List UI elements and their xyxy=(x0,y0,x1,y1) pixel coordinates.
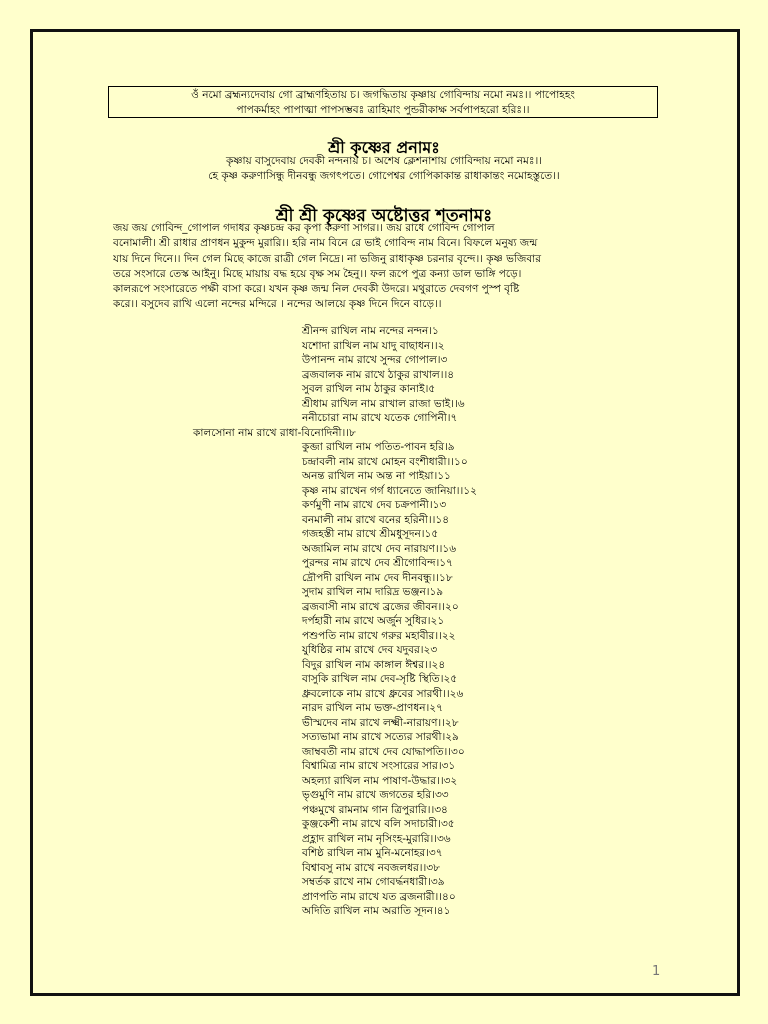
prayer-line-2: পাপকর্মাহং পাপাত্মা পাপসম্ভবঃ ত্রাহিমাং পুন্ডরীকাক্ষ সর্বপাপহরো হরিঃ।। xyxy=(236,104,530,116)
name-line: দ্রৌপদী রাখিল নাম দেব দীনবন্ধু।।১৮ xyxy=(302,571,453,584)
name-line: কৃষ্ণ নাম রাখেন গর্গ ধ্যানেতে জানিয়া।।১২ xyxy=(302,484,477,497)
name-line: ধ্রুবলোকে নাম রাখে ধ্রুবের সারথী।।২৬ xyxy=(302,687,464,700)
name-line: পশুপতি নাম রাখে গরুর মহাবীর।।২২ xyxy=(302,629,456,642)
name-line: সম্বর্তক রাখে নাম গোবর্দ্ধনধারী।৩৯ xyxy=(302,876,445,888)
name-line: শ্রীনন্দ রাখিল নাম নন্দের নন্দন।১ xyxy=(302,325,439,337)
shatanam-heading: শ্রী শ্রী কৃষ্ণের অষ্টোত্তর শতনামঃ xyxy=(275,206,493,226)
paragraph-line: যায় দিনে দিনে।। দিন গেল মিছে কাজে রাত্রী গেল নিদ্রে। না ভজিনু রাধাকৃষ্ণ চরনার বৃন্দে।। কৃষ্ণ ভজিবার xyxy=(113,252,541,265)
name-line: বিশ্বাবসু নাম রাখে নবজলধর।।৩৮ xyxy=(302,861,440,874)
name-line: অজামিল নাম রাখে দেব নারায়ণ।।১৬ xyxy=(302,542,457,555)
name-line: কালসোনা নাম রাখে রাধা-বিনোদিনী।।৮ xyxy=(193,426,356,439)
pranam-line-1: কৃষ্ণায় বাসুদেবায় দেবকী নন্দনায় চ। অশেষ ক্লেশনাশায় গোবিন্দায় নমো নমঃ।। xyxy=(226,155,542,167)
name-line: অহল্যা রাখিল নাম পাষাণ-উদ্ধার।।৩২ xyxy=(302,774,458,787)
name-line: দর্পহারী নাম রাখে অর্জুন সুধির।২১ xyxy=(302,615,445,627)
names-list xyxy=(0,324,768,919)
name-line: ননীচোরা নাম রাখে যতেক গোপিনী।৭ xyxy=(302,412,458,424)
name-line: জাম্ববতী নাম রাখে দেব যোদ্ধাপতি।।৩০ xyxy=(302,745,465,758)
name-line: উপানন্দ নাম রাখে সুন্দর গোপাল।৩ xyxy=(302,354,448,366)
name-line: সত্যভামা নাম রাখে সত্যের সারথী।২৯ xyxy=(302,731,459,743)
paragraph-line: জয় জয় গোবিন্দ_গোপাল গদাধর কৃষ্ণচন্দ্র কর কৃপা করুণা সাগর।। জয় রাধে গোবিন্দ গোপাল xyxy=(113,222,495,234)
name-line: ব্রজবালক নাম রাখে ঠাকুর রাখাল।।৪ xyxy=(302,368,455,381)
pranam-line-2: হে কৃষ্ণ করুণাসিন্ধু দীনবন্ধু জগৎপতে। গোপেশ্বর গোপিকাকান্ত রাধাকান্তং নমোহস্তুতে।। xyxy=(208,170,560,182)
name-line: শ্রীধাম রাখিল নাম রাখাল রাজা ভাই।।৬ xyxy=(302,397,465,410)
pranam-verse xyxy=(0,154,768,184)
name-line: অদিতি রাখিল নাম অরাতি সূদন।৪১ xyxy=(302,905,451,917)
paragraph-line: বনোমালী। শ্রী রাধার প্রাণধন মুকুন্দ মুরারি।। হরি নাম বিনে রে ভাই গোবিন্দ নাম বিনে। বিফলে মনুষ্য জন্ম xyxy=(113,237,538,250)
name-line: ব্রজবাসী নাম রাখে ব্রজের জীবন।।২০ xyxy=(302,600,459,613)
name-line: যশোদা রাখিল নাম যাদু বাছাধন।।২ xyxy=(302,339,445,352)
name-line: যুধিষ্ঠির নাম রাখে দেব যদুবর।২৩ xyxy=(302,644,438,656)
name-line: বশিষ্ঠ রাখিল নাম মুনি-মনোহর।৩৭ xyxy=(302,847,443,859)
name-line: বিদুর রাখিল নাম কাঙ্গাল ঈশ্বর।।২৪ xyxy=(302,658,446,671)
name-line: প্রাণপতি নাম রাখে যত ব্রজনারী।।৪০ xyxy=(302,890,456,903)
name-line: কুঞ্জকেশী নাম রাখে বলি সদাচারী।৩৫ xyxy=(302,818,455,830)
name-line: গজহস্তী নাম রাখে শ্রীমধুসূদন।১৫ xyxy=(302,528,439,540)
name-line: বাসুকি রাখিল নাম দেব-সৃষ্টি স্থিতি।২৫ xyxy=(302,673,458,685)
name-line: ভীস্মদেব নাম রাখে লক্ষ্মী-নারায়ণ।।২৮ xyxy=(302,716,459,729)
name-line: সুদাম রাখিল নাম দারিদ্র ভঞ্জন।১৯ xyxy=(302,586,444,598)
page-number: 1 xyxy=(652,964,661,979)
name-line: বনমালী নাম রাখে বনের হরিনী।।১৪ xyxy=(302,513,450,526)
name-line: নারদ রাখিল নাম ভক্ত-প্রাণধন।২৭ xyxy=(302,702,443,714)
paragraph-line: কালরূপে সংসারেতে পক্ষী বাসা করে। যখন কৃষ্ণ জন্ম নিল দেবকী উদরে। মথুরাতে দেবগণ পুস্প বৃষ্টি xyxy=(113,283,520,296)
name-line: বিশ্বামিত্র নাম রাখে সংসারের সার।৩১ xyxy=(302,760,456,772)
name-line: পঞ্চমুখে রামনাম গান ত্রিপুরারি।।৩৪ xyxy=(302,803,448,816)
name-line: কর্ণমুণী নাম রাখে দেব চক্রপানী।১৩ xyxy=(302,499,447,511)
prayer-box xyxy=(108,86,658,118)
paragraph-line: করে।। বসুদেব রাখি এলো নন্দের মন্দিরে । নন্দের আলয়ে কৃষ্ণ দিনে দিনে বাড়ে।। xyxy=(113,298,442,311)
paragraph-line: তরে সংসারে তেস্ক আইনু। মিছে মায়ায় বদ্ধ হয়ে বৃক্ষ সম হৈনু।। ফল রূপে পুত্র কন্যা ডাল ভাঙ্গি পড়ে। xyxy=(113,267,522,280)
name-line: অনন্ত রাখিল নাম অন্ত না পাইয়া।১১ xyxy=(302,470,451,482)
intro-paragraph xyxy=(113,221,665,313)
name-line: চন্দ্রাবলী নাম রাখে মোহন বংশীধারী।।১০ xyxy=(302,455,468,468)
prayer-line-1: ওঁ নমো ব্রহ্মন্যদেবায় গো ব্রাহ্মণহিতায় চ। জগদ্ধিতায় কৃষ্ণায় গোবিন্দায় নমো নমঃ।। পাপোহহং xyxy=(191,89,575,101)
pranam-heading: শ্রী কৃষ্ণের প্রনামঃ xyxy=(328,138,440,157)
name-line: সুবল রাখিল নাম ঠাকুর কানাই।৫ xyxy=(302,383,436,395)
name-line: প্রহ্লাদ রাখিল নাম নৃসিংহ-মুরারি।।৩৬ xyxy=(302,832,451,845)
name-line: কুব্জা রাখিল নাম পতিত-পাবন হরি।৯ xyxy=(302,441,455,453)
name-line: ভৃগুমুণি নাম রাখে জগতের হরি।৩৩ xyxy=(302,789,449,801)
name-line: পুরন্দর নাম রাখে দেব শ্রীগোবিন্দ।১৭ xyxy=(302,557,453,569)
